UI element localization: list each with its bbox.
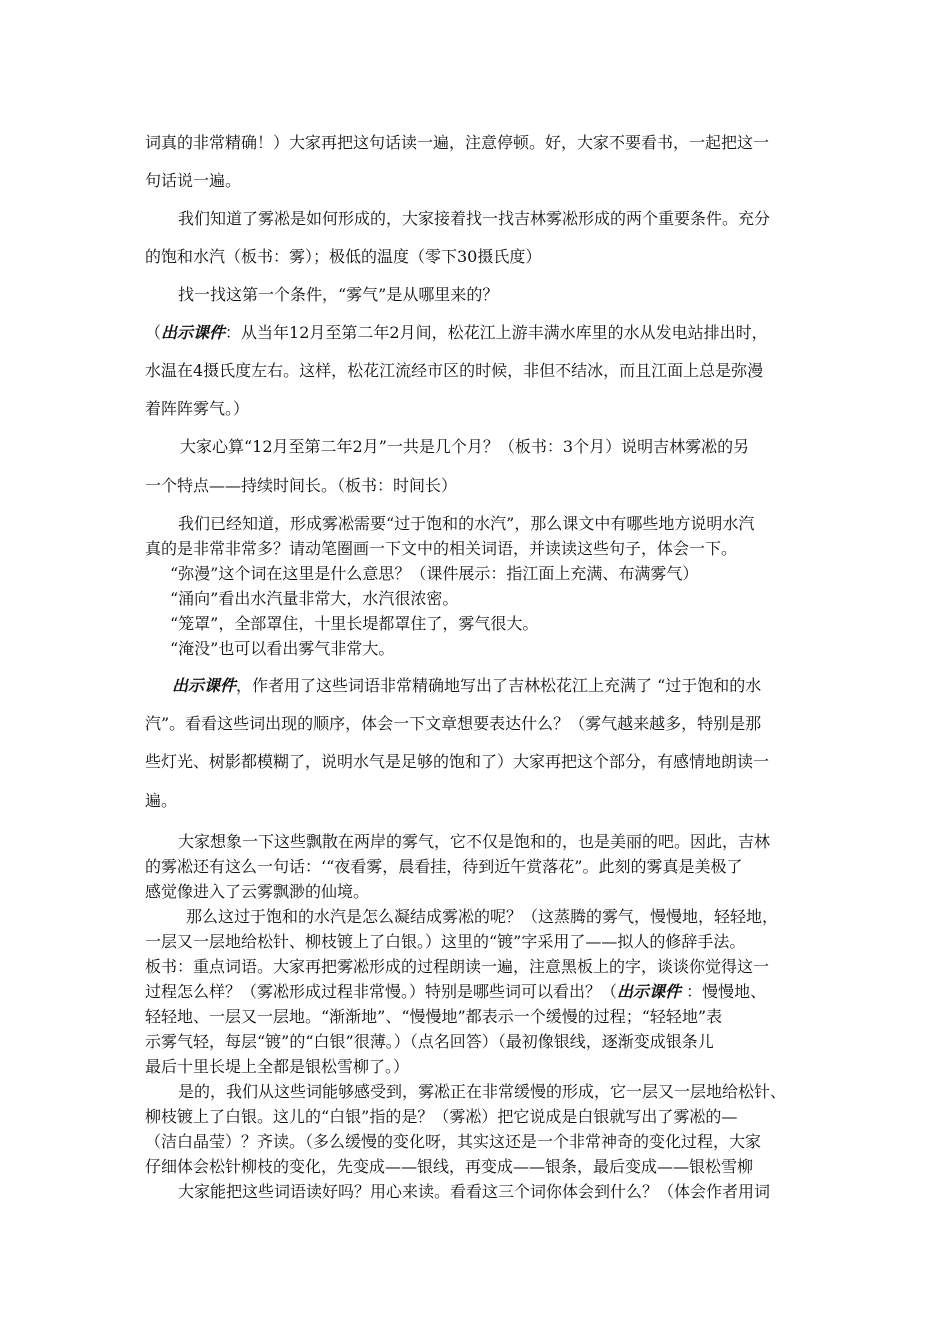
paragraph-10-line-4: 仔细体会松针柳枝的变化，先变成——银线，再变成——银条，最后变成——银松雪柳 [145, 1157, 754, 1176]
paragraph-4-line-1 [145, 323, 768, 343]
paragraph-1-line-1: 词真的非常精确！）大家再把这句话读一遍，注意停顿。好，大家不要看书，一起把这一 [145, 133, 770, 152]
paragraph-6-line-3: “弥漫”这个词在这里是什么意思？（课件展示：指江面上充满、布满雾气） [170, 564, 699, 583]
paragraph-8-line-3: 感觉像进入了云雾飘渺的仙境。 [145, 882, 370, 901]
paragraph-9-line-2: 一层又一层地给松针、柳枝镀上了白银。）这里的“镀”字采用了——拟人的修辞手法。 [145, 932, 746, 951]
paragraph-10-line-2: 柳枝镀上了白银。这儿的“白银”指的是？（雾凇）把它说成是白银就写出了雾凇的— [145, 1107, 738, 1126]
paragraph-8-line-1: 大家想象一下这些飘散在两岸的雾气，它不仅是饱和的，也是美丽的吧。因此，吉林 [178, 832, 771, 851]
paragraph-3-line-1: 找一找这第一个条件，“雾气”是从哪里来的？ [178, 285, 499, 304]
paragraph-6-line-4: “涌向”看出水汽量非常大，水汽很浓密。 [170, 589, 459, 608]
paragraph-9-line-3: 板书：重点词语。大家再把雾凇形成的过程朗读一遍，注意黑板上的字，谈谈你觉得这一 [145, 957, 770, 976]
paren-open: （ [145, 323, 162, 342]
paragraph-8-line-2: 的雾凇还有这么一句话：‘“夜看雾，晨看挂，待到近午赏落花”。此刻的雾真是美极了 [145, 857, 743, 876]
paragraph-6-line-6: “淹没”也可以看出雾气非常大。 [170, 639, 395, 658]
paragraph-9-line-4-text: 过程怎么样？（雾凇形成过程非常慢。）特别是哪些词可以看出？（ [145, 982, 618, 1001]
paragraph-9-line-4 [145, 982, 766, 1002]
paragraph-2-line-1: 我们知道了雾凇是如何形成的，大家接着找一找吉林雾凇形成的两个重要条件。充分 [178, 209, 771, 228]
paragraph-11-line-1: 大家能把这些词语读好吗？用心来读。看看这三个词你体会到什么？（体会作者用词 [178, 1182, 771, 1201]
paragraph-7-line-1-text: ，作者用了这些词语非常精确地写出了吉林松花江上充满了 “过于饱和的水 [236, 676, 762, 695]
courseware-label: 出示课件 [161, 323, 226, 342]
paragraph-9-line-4-tail: ：慢慢地、 [681, 982, 767, 1001]
paragraph-10-line-1: 是的，我们从这些词能够感受到，雾凇正在非常缓慢的形成，它一层又一层地给松针、 [178, 1082, 787, 1101]
paragraph-6-line-2: 真的是非常非常多？请动笔圈画一下文中的相关词语，并读读这些句子，体会一下。 [145, 539, 738, 558]
paragraph-5-line-1: 大家心算“12月至第二年2月”一共是几个月？（板书：3个月）说明吉林雾凇的另 [180, 437, 750, 456]
paragraph-10-line-3: （洁白晶莹）？齐读。（多么缓慢的变化呀，其实这还是一个非常神奇的变化过程，大家 [145, 1132, 762, 1151]
paragraph-5-line-2: 一个特点——持续时间长。（板书：时间长） [145, 476, 458, 495]
paragraph-9-line-6: 示雾气轻，每层“镀”的“白银”很薄。）（点名回答）（最初像银线，逐渐变成银条儿 [145, 1032, 714, 1051]
paragraph-6-line-5: “笼罩”，全部罩住，十里长堤都罩住了，雾气很大。 [170, 614, 539, 633]
paragraph-4-line-3: 着阵阵雾气。） [145, 399, 250, 418]
paragraph-7-line-4: 遍。 [145, 791, 178, 810]
paragraph-6-line-1: 我们已经知道，形成雾凇需要“过于饱和的水汽”，那么课文中有哪些地方说明水汽 [178, 514, 755, 533]
courseware-label: 出示课件 [172, 676, 237, 695]
paragraph-7-line-2: 汽”。看看这些词出现的顺序，体会一下文章想要表达什么？（雾气越来越多，特别是那 [145, 714, 762, 733]
paragraph-4-line-2: 水温在4摄氏度左右。这样，松花江流经市区的时候，非但不结冰，而且江面上总是弥漫 [145, 361, 764, 380]
paragraph-7-line-1 [172, 676, 761, 696]
paragraph-2-line-2: 的饱和水汽（板书：雾）；极低的温度（零下30摄氏度） [145, 247, 542, 266]
paragraph-4-line-1-text: ：从当年12月至第二年2月间，松花江上游丰满水库里的水从发电站排出时， [225, 323, 768, 342]
paragraph-1-line-2: 句话说一遍。 [145, 171, 242, 190]
courseware-label: 出示课件 [617, 982, 682, 1001]
paragraph-9-line-1: 那么这过于饱和的水汽是怎么凝结成雾凇的呢？（这蒸腾的雾气，慢慢地，轻轻地， [186, 907, 779, 926]
paragraph-7-line-3: 些灯光、树影都模糊了，说明水气是足够的饱和了）大家再把这个部分，有感情地朗读一 [145, 752, 770, 771]
paragraph-9-line-7: 最后十里长堤上全都是银松雪柳了。） [145, 1057, 410, 1076]
paragraph-9-line-5: 轻轻地、一层又一层地。“渐渐地”、“慢慢地”都表示一个缓慢的过程；“轻轻地”表 [145, 1007, 723, 1026]
